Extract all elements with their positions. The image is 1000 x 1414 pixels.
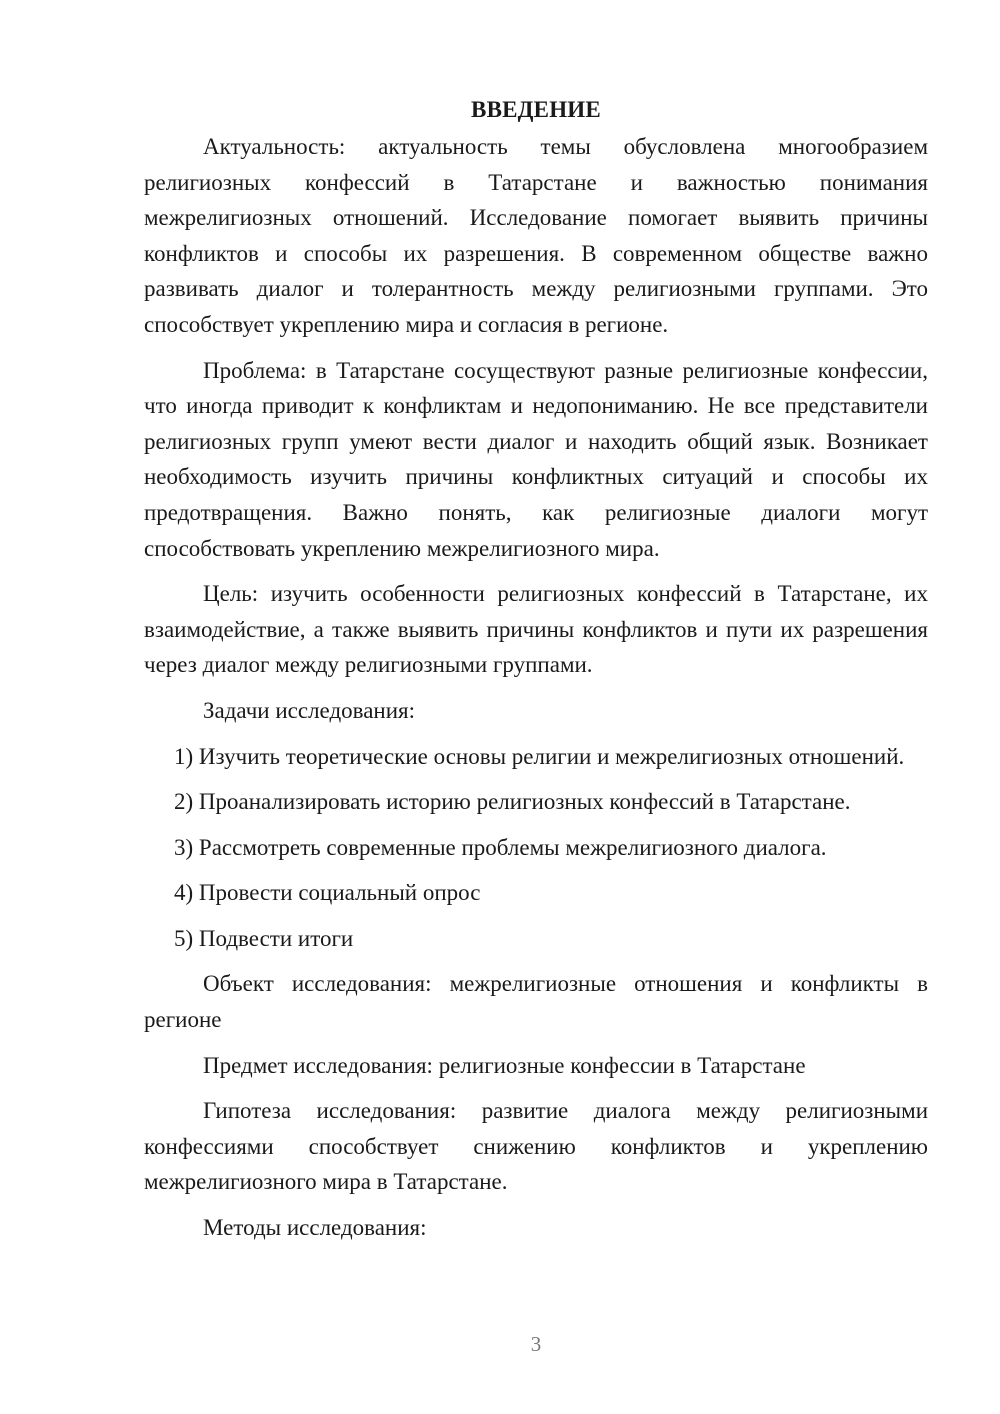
task-item: 2) Проанализировать историю религиозных конфессий в Татарстане. (174, 789, 851, 815)
section-heading: ВВЕДЕНИЕ (471, 97, 601, 122)
task-item: 1) Изучить теоретические основы религии и межрелигиозных отношений. (174, 743, 905, 769)
page-number: 3 (530, 1332, 542, 1356)
tasks-list (144, 739, 928, 957)
task-item: 5) Подвести итоги (174, 925, 354, 951)
paragraph-subject: Предмет исследования: религиозные конфессии в Татарстане (203, 1052, 806, 1078)
task-item: 3) Рассмотреть современные проблемы межрелигиозного диалога. (174, 834, 827, 860)
task-item: 4) Провести социальный опрос (174, 880, 481, 906)
paragraph-methods: Методы исследования: (203, 1215, 427, 1241)
paragraph-problem: Проблема: в Татарстане сосуществуют разные религиозные конфессии, что иногда приводит к конфликтам и недопониманию. Не все представители религиозных групп умеют вести диалог и находить общий язык. Возникает необходимость изучить причины конфликтных ситуаций и способы их предотвращения. Важно понять, как религиозные диалоги могут способствовать укреплению межрелигиозного мира. (144, 357, 928, 561)
document-page (144, 95, 928, 1256)
tasks-title: Задачи исследования: (203, 697, 416, 723)
paragraph-relevance: Актуальность: актуальность темы обусловлена многообразием религиозных конфессий в Татарстане и важностью понимания межрелигиозных отношений. Исследование помогает выявить причины конфликтов и способы их разрешения. В современном обществе важно развивать диалог и толерантность между религиозными группами. Это способствует укреплению мира и согласия в регионе. (144, 134, 928, 337)
paragraph-object: Объект исследования: межрелигиозные отношения и конфликты в регионе (144, 971, 928, 1033)
paragraph-hypothesis: Гипотеза исследования: развитие диалога между религиозными конфессиями способствует снижению конфликтов и укреплению межрелигиозного мира в Татарстане. (144, 1098, 928, 1195)
paragraph-goal: Цель: изучить особенности религиозных конфессий в Татарстане, их взаимодействие, а также выявить причины конфликтов и пути их разрешения через диалог между религиозными группами. (144, 581, 928, 678)
